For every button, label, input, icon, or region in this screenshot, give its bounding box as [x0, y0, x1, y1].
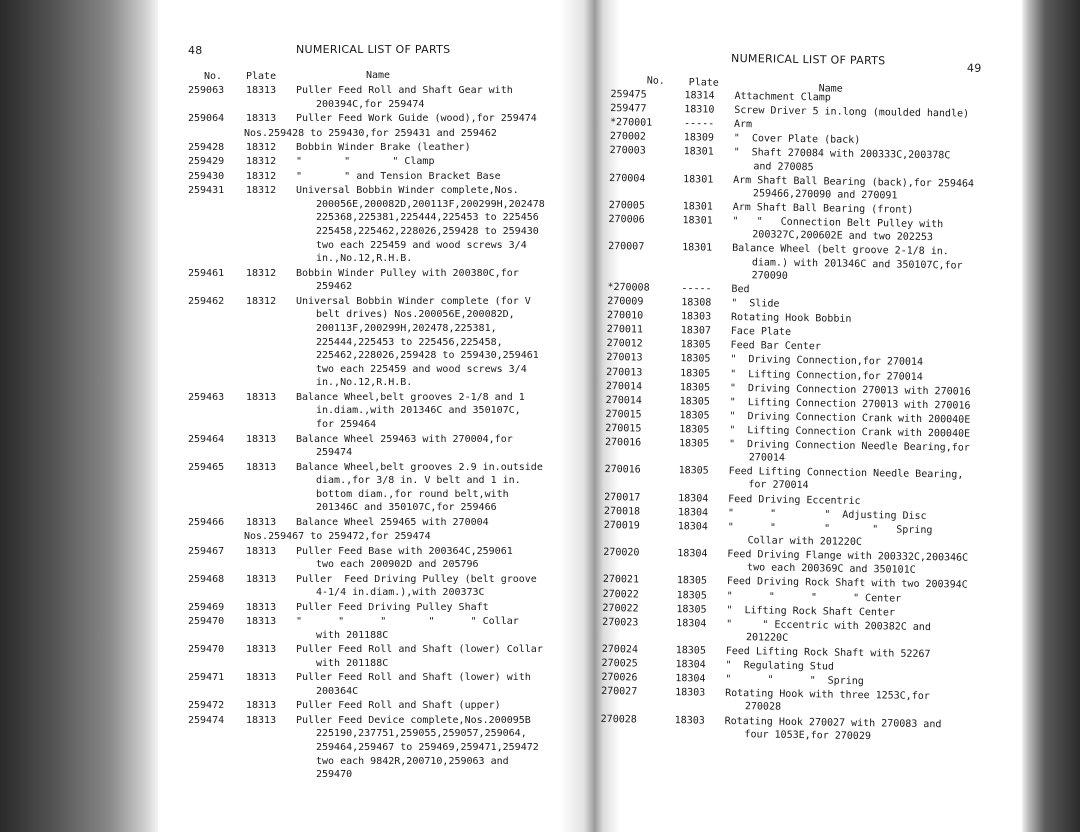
part-name: " Regulating Stud: [725, 659, 835, 673]
part-name: two each 9842R,200710,259063 and: [316, 755, 509, 767]
part-name: Universal Bobbin Winder complete,Nos.: [296, 185, 519, 197]
plate-number: 18305: [678, 438, 710, 450]
part-row: [607, 295, 1017, 310]
part-name: and 270085: [753, 160, 814, 173]
part-name: Balance Wheel,belt grooves 2.9 in.outside: [296, 461, 543, 473]
part-name: two each 200369C and 350101C: [747, 562, 916, 577]
part-number: *270008: [607, 281, 650, 294]
part-name: diam.,for 3/8 in. V belt and 1 in.: [316, 475, 521, 487]
part-name: 225444,225453 to 225456,225458,: [316, 336, 503, 348]
plate-number: 18305: [676, 575, 708, 587]
part-number: 259469: [188, 601, 225, 613]
plate-number: 18301: [683, 146, 714, 159]
part-name: " Driving Connection,for 270014: [730, 354, 924, 369]
part-number: 259474: [188, 714, 225, 726]
plate-number: 18313: [246, 391, 277, 403]
right-page: [600, 0, 1022, 742]
plate-number: 18313: [246, 545, 277, 557]
part-name: 225368,225381,225444,225453 to 225456: [316, 212, 539, 224]
part-row: [601, 643, 1012, 661]
part-name: " " " Spring: [725, 674, 864, 688]
part-number: 270003: [609, 145, 646, 157]
plate-number: 18304: [677, 506, 709, 519]
part-name: 200394C,for 259474: [316, 98, 425, 110]
part-number: 270006: [608, 214, 645, 226]
part-name: for 270014: [748, 479, 809, 492]
plate-number: 18305: [679, 409, 710, 422]
part-number: 270013: [606, 366, 643, 379]
part-name: 200327C,200602E and two 202253: [752, 229, 934, 244]
part-name: Feed Driving Flange with 200332C,200346C: [727, 548, 969, 564]
part-name: Feed Driving Eccentric: [728, 493, 861, 507]
plate-number: 18313: [246, 601, 277, 613]
part-name: Nos.259428 to 259430,for 259431 and 259462: [244, 127, 497, 139]
part-number: 270004: [609, 172, 646, 185]
plate-number: 18313: [246, 700, 277, 712]
part-name: 200113F,200299H,202478,225381,: [316, 322, 497, 334]
part-name: diam.) with 201346C and 350107C,for: [751, 256, 963, 272]
part-number: 270014: [605, 394, 642, 407]
left-page-number: 48: [188, 44, 203, 57]
part-number: 259428: [188, 141, 225, 153]
part-name: " Cover Plate (back): [733, 133, 861, 147]
plate-number: 18303: [675, 687, 706, 699]
part-number: 259470: [188, 644, 225, 656]
part-name: " " and Tension Bracket Base: [296, 170, 501, 182]
part-name: 225458,225462,228026,259428 to 259430: [316, 226, 539, 238]
part-name: " Driving Connection Needle Bearing,for: [728, 438, 970, 454]
plate-number: 18304: [675, 659, 706, 671]
right-col-plate: Plate: [688, 77, 719, 89]
plate-number: 18312: [246, 267, 277, 279]
plate-number: -----: [683, 118, 715, 130]
part-number: 270027: [601, 686, 638, 698]
part-number: 259466: [188, 516, 225, 528]
part-name: in.,No.12,R.H.B.: [316, 253, 413, 265]
part-row: [606, 309, 1017, 325]
right-col-no: No.: [646, 75, 665, 87]
right-page-number: 49: [966, 61, 982, 75]
part-number: 270015: [605, 408, 642, 421]
part-number: 259470: [188, 616, 225, 628]
part-name: in.diam.,with 201346C and 350107C,: [316, 405, 521, 417]
part-name: Puller Feed Roll and Shaft (upper): [296, 700, 501, 712]
plate-number: 18305: [679, 424, 710, 436]
left-col-plate: Plate: [246, 71, 277, 82]
part-name: " Lifting Connection,for 270014: [730, 368, 923, 383]
plate-number: 18301: [682, 215, 713, 227]
part-name: Bobbin Winder Pulley with 200380C,for: [296, 267, 519, 279]
plate-number: 18312: [246, 156, 277, 168]
part-number: 259471: [188, 672, 225, 684]
scan-edge-left: [0, 0, 158, 832]
part-number: 259462: [188, 295, 225, 307]
part-name: Puller Feed Roll and Shaft Gear with: [296, 85, 513, 96]
part-name: Puller Feed Roll and Shaft (lower) with: [296, 672, 531, 684]
plate-number: 18305: [680, 353, 711, 365]
left-page-title: NUMERICAL LIST OF PARTS: [296, 43, 451, 56]
part-number: 270002: [609, 131, 647, 143]
plate-number: 18313: [246, 85, 277, 96]
part-name: 225190,237751,259055,259057,259064,: [316, 728, 527, 740]
part-number: 259468: [188, 573, 225, 585]
plate-number: 18305: [680, 339, 711, 351]
part-name: belt drives) Nos.200056E,200082D,: [316, 309, 515, 321]
plate-number: 18313: [246, 461, 277, 473]
part-number: 270017: [604, 491, 641, 504]
part-name: Universal Bobbin Winder complete (for V: [296, 295, 531, 307]
part-name: Feed Driving Rock Shaft with two 200394C: [726, 576, 968, 592]
part-number: 270013: [606, 352, 643, 364]
part-number: 270016: [604, 436, 642, 449]
part-name: Puller Feed Device complete,Nos.200095B: [296, 714, 531, 726]
part-name: 259464,259467 to 259469,259471,259472: [316, 742, 539, 754]
left-col-no: No.: [204, 71, 223, 82]
plate-number: 18304: [675, 673, 706, 685]
plate-number: 18308: [681, 297, 712, 309]
part-name: four 1053E,for 270029: [744, 728, 871, 742]
plate-number: 18305: [679, 381, 711, 394]
plate-number: 18313: [246, 672, 277, 684]
part-name: with 201188C: [316, 657, 389, 669]
part-name: " Driving Connection Crank with 200040E: [729, 410, 971, 426]
part-name: " " " " Center: [726, 590, 902, 605]
part-name: Face Plate: [730, 326, 792, 339]
part-number: 270019: [603, 519, 640, 532]
part-name: 4-1/4 in.diam.),with 200373C: [316, 587, 485, 599]
plate-number: 18301: [683, 173, 714, 186]
part-name: Rotating Hook 270027 with 270083 and: [724, 715, 942, 730]
part-name: two each 225459 and wood screws 3/4: [316, 363, 527, 375]
part-name: " " " Adjusting Disc: [727, 507, 927, 522]
part-name: " " Connection Belt Pulley with: [732, 216, 944, 231]
plate-number: 18304: [677, 520, 708, 533]
part-name: Feed Bar Center: [730, 340, 821, 353]
part-number: 259475: [610, 88, 647, 101]
part-name: " Lifting Rock Shaft Center: [726, 604, 896, 619]
part-name: " " Eccentric with 200382C and: [726, 618, 931, 633]
part-name: " " " " " Collar: [296, 616, 519, 628]
plate-number: 18309: [683, 132, 715, 144]
plate-number: 18312: [246, 295, 277, 307]
part-number: 270015: [605, 422, 642, 435]
part-row: [604, 463, 1015, 492]
part-number: 270018: [603, 505, 641, 518]
part-number: 270020: [603, 547, 640, 559]
part-number: 270022: [602, 588, 639, 600]
part-name: Nos.259467 to 259472,for 259474: [244, 531, 431, 543]
part-name: " Lifting Connection Crank with 200040E: [729, 424, 971, 440]
part-number: 270012: [606, 338, 643, 350]
plate-number: 18310: [684, 104, 715, 116]
part-name: " Shaft 270084 with 200333C,200378C: [733, 147, 951, 162]
plate-number: 18301: [682, 201, 713, 213]
part-name: for 259464: [316, 419, 377, 431]
part-name: two each 200902D and 205796: [316, 559, 479, 571]
part-name: Balance Wheel 259465 with 270004: [296, 516, 489, 528]
part-number: 270016: [604, 464, 641, 476]
plate-number: 18305: [678, 465, 709, 477]
plate-number: 18303: [680, 311, 712, 323]
plate-number: 18305: [676, 603, 707, 616]
part-name: Arm: [733, 119, 753, 131]
part-name: 259474: [316, 447, 353, 459]
part-name: in.,No.12,R.H.B.: [316, 377, 413, 389]
part-name: Balance Wheel (belt groove 2-1/8 in.: [732, 243, 949, 258]
part-number: 270025: [601, 658, 638, 670]
part-number: 259463: [188, 391, 225, 403]
part-name: Feed Lifting Rock Shaft with 52267: [725, 645, 931, 661]
part-number: 259431: [188, 185, 225, 197]
part-number: 259430: [188, 170, 225, 182]
part-name: 259466,270090 and 270091: [752, 188, 898, 202]
part-number: 270011: [606, 324, 644, 336]
part-row: [600, 713, 1011, 742]
plate-number: 18312: [246, 141, 277, 153]
plate-number: 18305: [675, 645, 706, 657]
part-number: 270009: [607, 295, 644, 308]
part-number: 270028: [600, 713, 637, 726]
part-name: Bobbin Winder Brake (leather): [296, 141, 471, 153]
part-number: 259465: [188, 461, 225, 473]
plate-number: 18313: [246, 516, 277, 528]
part-name: 270090: [751, 270, 788, 282]
part-name: 259462: [316, 281, 353, 293]
part-name: Rotating Hook with three 1253C,for: [725, 688, 930, 703]
part-name: 200056E,200082D,200113F,200299H,202478: [316, 198, 545, 210]
part-name: Balance Wheel,belt grooves 2-1/8 and 1: [296, 391, 525, 403]
plate-number: 18305: [676, 589, 707, 602]
part-number: *270001: [609, 117, 653, 129]
part-name: Bed: [731, 283, 750, 296]
plate-number: -----: [681, 283, 712, 295]
part-name: Rotating Hook Bobbin: [730, 312, 852, 325]
plate-number: 18304: [676, 617, 707, 630]
part-number: 259461: [188, 267, 225, 279]
part-row: [604, 491, 1014, 507]
part-name: Arm Shaft Ball Bearing (back),for 259464: [733, 174, 975, 190]
part-name: " Lifting Connection 270013 with 270016: [729, 396, 971, 412]
plate-number: 18313: [246, 433, 277, 445]
part-name: two each 225459 and wood screws 3/4: [316, 239, 527, 251]
plate-number: 18313: [246, 113, 277, 125]
part-number: 270014: [605, 380, 643, 393]
part-name: 200364C: [316, 685, 359, 697]
part-name: Puller Feed Work Guide (wood),for 259474: [296, 113, 537, 125]
plate-number: 18304: [678, 492, 709, 505]
part-row: [609, 130, 1020, 147]
plate-number: 18304: [677, 548, 708, 560]
part-number: 270005: [608, 199, 645, 212]
plate-number: 18305: [679, 395, 710, 408]
part-number: 270024: [601, 643, 639, 656]
plate-number: 18313: [246, 644, 277, 656]
part-name: Puller Feed Driving Pulley (belt groove: [296, 573, 537, 585]
plate-number: 18313: [246, 616, 277, 628]
part-name: Screw Driver 5 in.long (moulded handle): [734, 105, 970, 120]
part-number: 270007: [608, 241, 645, 253]
part-number: 270022: [602, 602, 639, 615]
part-row: [607, 281, 1018, 296]
plate-number: 18303: [674, 714, 705, 727]
part-name: Puller Feed Base with 200364C,259061: [296, 545, 513, 557]
plate-number: 18305: [680, 367, 711, 380]
plate-number: 18313: [246, 714, 277, 726]
part-name: Puller Feed Driving Pulley Shaft: [296, 601, 489, 613]
part-number: 270010: [606, 310, 644, 322]
part-number: 270023: [602, 616, 639, 629]
part-name: bottom diam.,for round belt,with: [316, 488, 509, 500]
part-name: " Driving Connection 270013 with 270016: [729, 382, 971, 398]
plate-number: 18307: [680, 325, 712, 337]
part-number: 259467: [188, 545, 225, 557]
part-name: Feed Lifting Connection Needle Bearing,: [728, 466, 964, 481]
part-number: 270021: [602, 574, 640, 586]
right-col-name: Name: [818, 83, 843, 95]
plate-number: 18312: [246, 170, 277, 182]
part-name: 270014: [748, 452, 786, 464]
part-name: Collar with 201220C: [747, 535, 862, 548]
part-name: 201220C: [745, 632, 789, 644]
part-name: Balance Wheel 259463 with 270004,for: [296, 433, 513, 445]
right-page-title: NUMERICAL LIST OF PARTS: [730, 51, 886, 68]
part-number: 259472: [188, 700, 225, 712]
left-col-name: Name: [366, 70, 391, 81]
part-number: 259063: [188, 85, 225, 96]
part-name: 259470: [316, 769, 353, 781]
part-number: 259477: [610, 103, 647, 115]
plate-number: 18313: [246, 573, 277, 585]
right-parts-list: [600, 88, 1021, 742]
part-row: [609, 172, 1019, 202]
part-name: Puller Feed Roll and Shaft (lower) Collar: [296, 644, 543, 656]
plate-number: 18314: [684, 90, 715, 102]
part-number: 259429: [188, 156, 225, 168]
part-row: [606, 337, 1017, 353]
part-name: 201346C and 350107C,for 259466: [316, 502, 497, 514]
part-row: [610, 88, 1021, 104]
part-number: 259064: [188, 113, 225, 125]
part-name: Attachment Clamp: [734, 90, 831, 104]
part-name: 270028: [744, 701, 782, 714]
part-name: " " " " Spring: [727, 521, 933, 536]
part-name: 225462,228026,259428 to 259430,259461: [316, 350, 539, 362]
part-number: 259464: [188, 433, 225, 445]
part-name: " Slide: [731, 297, 780, 310]
part-name: Arm Shaft Ball Bearing (front): [732, 201, 914, 216]
part-name: with 201188C: [316, 629, 389, 641]
plate-number: 18312: [246, 185, 277, 197]
scan-edge-right: [1022, 0, 1080, 832]
part-number: 270026: [601, 672, 638, 684]
part-name: " " " Clamp: [296, 156, 435, 168]
plate-number: 18301: [682, 242, 713, 254]
